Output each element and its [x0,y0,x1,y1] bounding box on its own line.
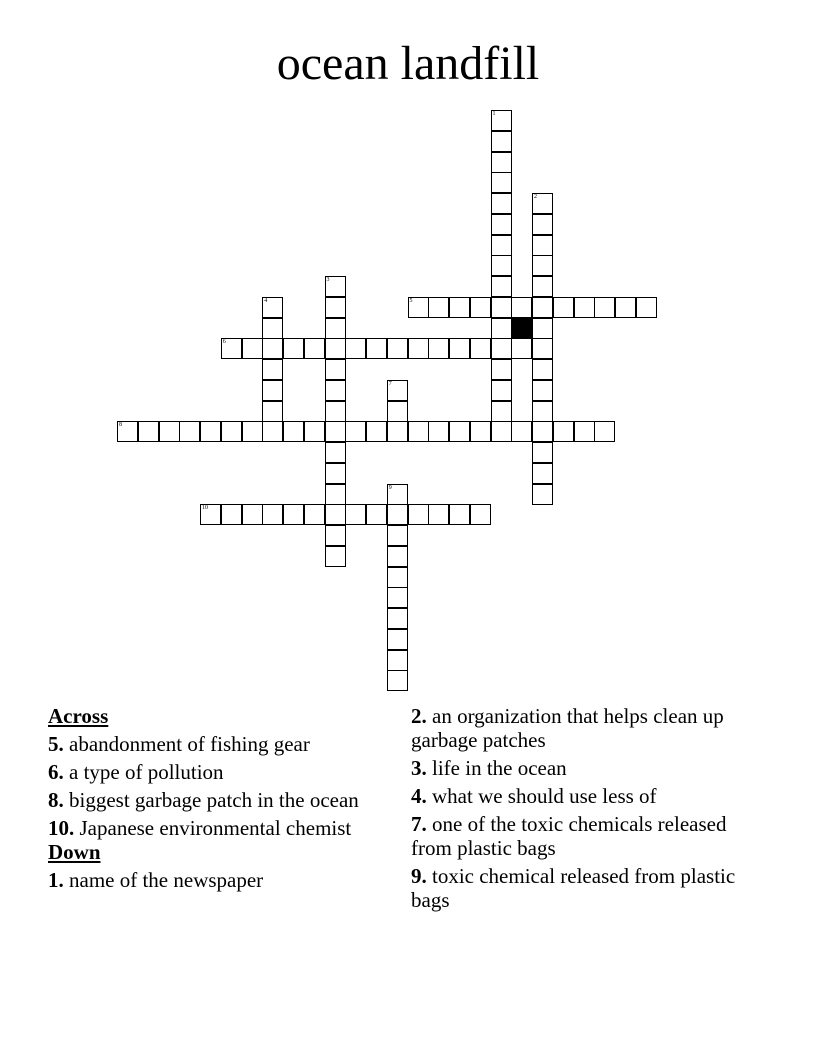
grid-cell[interactable] [221,421,242,442]
grid-cell[interactable] [304,421,325,442]
grid-cell[interactable] [325,463,346,484]
grid-cell[interactable] [262,297,283,318]
grid-cell[interactable] [262,401,283,422]
grid-cell[interactable] [491,401,512,422]
grid-cell[interactable] [470,421,491,442]
grid-cell[interactable] [387,629,408,650]
clue-number: 2. [411,704,427,728]
grid-cell[interactable] [242,504,263,525]
grid-cell[interactable] [532,380,553,401]
grid-cell[interactable] [159,421,180,442]
grid-cell[interactable] [325,401,346,422]
grid-cell[interactable] [574,297,595,318]
clue-text: name of the newspaper [69,868,264,892]
cell-number: 5 [409,297,413,304]
clue-number: 7. [411,812,427,836]
cell-number: 6 [222,339,226,346]
grid-cell[interactable] [387,504,408,525]
grid-cell[interactable] [387,670,408,691]
grid-cell[interactable] [491,193,512,214]
grid-cell[interactable] [574,421,595,442]
clue [411,756,751,780]
grid-cell[interactable] [262,318,283,339]
grid-cell[interactable] [325,276,346,297]
clue [48,732,368,756]
clue-number: 5. [48,732,64,756]
grid-cell[interactable] [387,567,408,588]
grid-cell[interactable] [449,338,470,359]
grid-cell[interactable] [408,421,429,442]
grid-cell[interactable] [283,338,304,359]
grid-cell[interactable] [408,504,429,525]
grid-cell[interactable] [262,504,283,525]
grid-cell[interactable] [325,380,346,401]
grid-cell[interactable] [304,504,325,525]
grid-cell[interactable] [532,193,553,214]
grid-cell[interactable] [553,421,574,442]
grid-cell[interactable] [366,338,387,359]
grid-cell[interactable] [283,421,304,442]
clue-text: an organization that helps clean up garbage patches [411,704,724,752]
cell-number: 2 [534,194,537,200]
grid-cell[interactable] [304,338,325,359]
clue-text: one of the toxic chemicals released from plastic bags [411,812,727,860]
grid-cell[interactable] [242,338,263,359]
clue-number: 9. [411,864,427,888]
grid-cell[interactable] [366,421,387,442]
grid-cell[interactable] [532,297,553,318]
grid-cell[interactable] [470,338,491,359]
grid-cell[interactable] [387,380,408,401]
grid-cell[interactable] [491,276,512,297]
clue-number: 10. [48,816,75,840]
grid-cell[interactable] [511,338,532,359]
grid-cell[interactable] [491,359,512,380]
grid-cell[interactable] [511,297,532,318]
cell-number: 9 [388,484,392,491]
grid-cell[interactable] [387,525,408,546]
grid-cell[interactable] [325,297,346,318]
grid-cell[interactable] [221,504,242,525]
clue-text: toxic chemical released from plastic bags [411,864,736,912]
grid-cell[interactable] [200,504,221,525]
clue [411,704,751,752]
grid-cell[interactable] [387,650,408,671]
puzzle-title: ocean landfill [276,37,540,90]
grid-cell[interactable] [491,235,512,256]
grid-cell[interactable] [428,504,449,525]
grid-cell[interactable] [138,421,159,442]
grid-cell[interactable] [428,338,449,359]
grid-cell[interactable] [594,297,615,318]
clue-number: 1. [48,868,64,892]
grid-cell[interactable] [428,297,449,318]
down-clue-list [48,868,368,892]
clue-number: 8. [48,788,64,812]
clue [48,868,368,892]
grid-cell[interactable] [491,172,512,193]
clue [411,864,751,912]
grid-cell[interactable] [532,463,553,484]
grid-cell[interactable] [491,318,512,339]
down-clue-list-continued [411,704,751,912]
grid-cell[interactable] [200,421,221,442]
clue [48,788,368,812]
grid-cell[interactable] [325,442,346,463]
grid-cell[interactable] [408,338,429,359]
clue-text: a type of pollution [69,760,224,784]
clue [48,816,368,840]
grid-cell[interactable] [325,546,346,567]
grid-cell[interactable] [532,214,553,235]
down-heading: Down [48,840,101,864]
grid-cell[interactable] [449,297,470,318]
grid-cell[interactable] [387,484,408,505]
grid-cell[interactable] [532,484,553,505]
grid-cell[interactable] [532,255,553,276]
clue-text: life in the ocean [432,756,567,780]
grid-cell[interactable] [532,318,553,339]
grid-cell[interactable] [491,152,512,173]
grid-cell[interactable] [117,421,138,442]
grid-cell[interactable] [387,338,408,359]
cell-number: 8 [119,422,122,429]
grid-cell[interactable] [221,338,242,359]
grid-cell[interactable] [179,421,200,442]
grid-cell[interactable] [532,235,553,256]
grid-cell[interactable] [325,504,346,525]
grid-cell[interactable] [366,504,387,525]
grid-cell[interactable] [449,504,470,525]
clue-text: Japanese environmental chemist [79,816,352,840]
grid-cell[interactable] [408,297,429,318]
cell-number: 1 [492,111,496,117]
across-heading: Across [48,704,109,728]
clue [48,760,368,784]
grid-cell[interactable] [262,359,283,380]
grid-cell[interactable] [532,421,553,442]
grid-cell[interactable] [491,338,512,359]
grid-cell[interactable] [532,442,553,463]
grid-cell[interactable] [387,608,408,629]
grid-cell[interactable] [491,131,512,152]
grid-cell[interactable] [511,421,532,442]
grid-cell[interactable] [491,110,512,131]
grid-cell[interactable] [470,297,491,318]
clue [411,812,751,860]
grid-cell[interactable] [491,255,512,276]
grid-cell[interactable] [491,214,512,235]
cell-number: 4 [264,297,268,304]
grid-cell[interactable] [345,338,366,359]
cell-number: 3 [326,277,330,283]
clue [411,784,751,808]
grid-cell[interactable] [532,359,553,380]
clue-text: abandonment of fishing gear [69,732,310,756]
grid-cell[interactable] [387,546,408,567]
clue-number: 4. [411,784,427,808]
grid-cell[interactable] [325,359,346,380]
clue-number: 3. [411,756,427,780]
grid-cell[interactable] [470,504,491,525]
across-clue-list [48,732,368,840]
grid-cell[interactable] [325,484,346,505]
cell-number: 10 [202,505,208,512]
clue-number: 6. [48,760,64,784]
grid-cell[interactable] [594,421,615,442]
grid-cell[interactable] [553,297,574,318]
clue-text: biggest garbage patch in the ocean [69,788,359,812]
grid-cell[interactable] [636,297,657,318]
grid-cell[interactable] [325,338,346,359]
grid-cell[interactable] [491,421,512,442]
grid-cell[interactable] [532,276,553,297]
cell-number: 7 [388,380,392,387]
grid-cell[interactable] [387,421,408,442]
grid-cell[interactable] [449,421,470,442]
grid-cell[interactable] [491,380,512,401]
clues-right-column [411,704,751,912]
grid-cell[interactable] [325,525,346,546]
grid-cell[interactable] [262,338,283,359]
clue-text: what we should use less of [432,784,657,808]
grid-cell[interactable] [387,401,408,422]
grid-cell[interactable] [615,297,636,318]
grid-cell[interactable] [325,421,346,442]
grid-cell[interactable] [262,421,283,442]
grid-cell[interactable] [345,504,366,525]
grid-cell[interactable] [345,421,366,442]
grid-cell[interactable] [262,380,283,401]
grid-cell[interactable] [532,401,553,422]
grid-cell[interactable] [387,587,408,608]
clues-left-column [48,704,368,892]
grid-cell[interactable] [242,421,263,442]
grid-cell[interactable] [491,297,512,318]
black-cell [511,318,532,339]
grid-cell[interactable] [283,504,304,525]
grid-cell[interactable] [325,318,346,339]
grid-cell[interactable] [428,421,449,442]
grid-cell[interactable] [532,338,553,359]
